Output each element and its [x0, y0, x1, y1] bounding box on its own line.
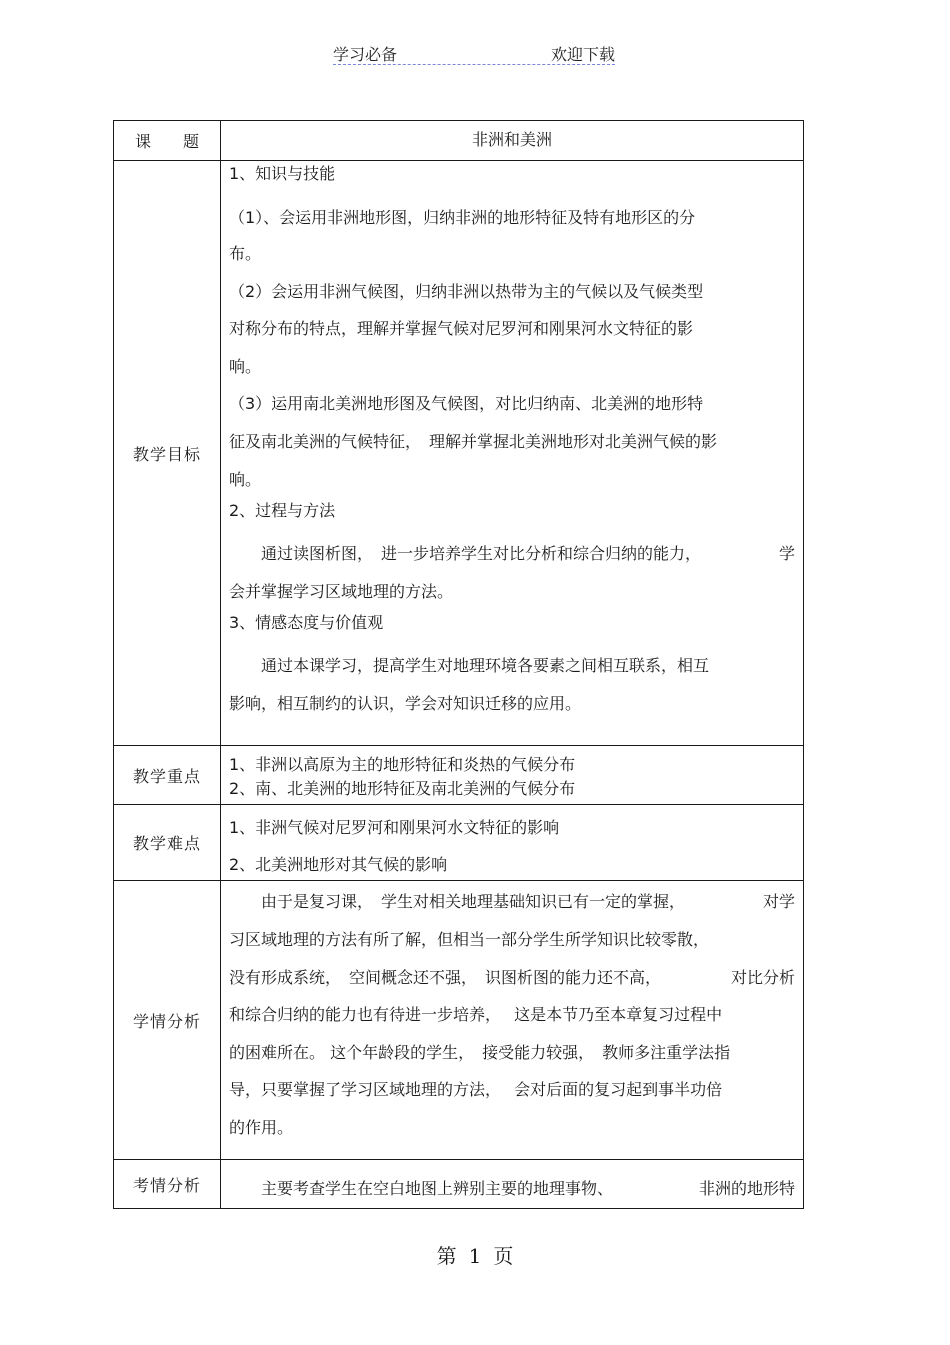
objectives-line: 通过本课学习，提高学生对地理环境各要素之间相互联系，相互	[229, 656, 710, 675]
students-analysis-line: 没有形成系统， 空间概念还不强， 识图析图的能力还不高，	[229, 968, 662, 987]
title-label-cell	[114, 121, 221, 161]
page-number-prefix: 第	[436, 1244, 457, 1268]
objectives-line: 2、过程与方法	[229, 501, 336, 520]
students-analysis-line: 的困难所在。 这个年龄段的学生， 接受能力较强， 教师多注重学法指	[229, 1043, 731, 1062]
objectives-row	[114, 161, 804, 746]
objectives-line: 响。	[229, 357, 262, 376]
page-header	[333, 42, 615, 65]
page-number-value: 1	[468, 1244, 482, 1268]
header-left-text: 学习必备	[333, 45, 398, 64]
exam-analysis-row	[114, 1160, 804, 1209]
title-value-cell	[221, 121, 804, 161]
key-point-line: 2、南、北美洲的地形特征及南北美洲的气候分布	[229, 779, 576, 798]
objectives-line: （3）运用南北美洲地形图及气候图，对比归纳南、北美洲的地形特	[229, 394, 704, 413]
page-number-suffix: 页	[493, 1244, 514, 1268]
students-analysis-line: 的作用。	[229, 1118, 294, 1137]
key-points-label-cell	[114, 746, 221, 805]
difficult-points-cell	[221, 805, 804, 881]
objectives-line: 会并掌握学习区域地理的方法。	[229, 582, 454, 601]
objectives-cell	[221, 161, 804, 746]
objectives-label-cell	[114, 161, 221, 746]
key-point-line: 1、非洲以高原为主的地形特征和炎热的气候分布	[229, 755, 576, 774]
objectives-label: 教学目标	[132, 444, 201, 464]
exam-analysis-label-cell	[114, 1160, 221, 1209]
objectives-line: 1、知识与技能	[229, 164, 336, 183]
students-analysis-line: 对比分析	[730, 968, 795, 987]
header-right-text: 欢迎下载	[550, 45, 615, 64]
exam-analysis-cell	[221, 1160, 804, 1209]
students-analysis-cell	[221, 881, 804, 1160]
title-label: 课 题	[134, 132, 199, 151]
lesson-plan-table	[113, 120, 804, 1209]
difficult-points-row	[114, 805, 804, 881]
objectives-line: 响。	[229, 470, 262, 489]
objectives-line: （2）会运用非洲气候图，归纳非洲以热带为主的气候以及气候类型	[229, 282, 704, 301]
objectives-line: 布。	[229, 244, 262, 263]
page-number	[0, 1240, 950, 1269]
exam-analysis-line: 非洲的地形特	[698, 1179, 795, 1198]
title-row	[114, 121, 804, 161]
students-analysis-label: 学情分析	[132, 1011, 201, 1031]
difficult-points-label-cell	[114, 805, 221, 881]
students-analysis-line: 导，只要掌握了学习区域地理的方法， 会对后面的复习起到事半功倍	[229, 1080, 723, 1099]
objectives-line: 通过读图析图， 进一步培养学生对比分析和综合归纳的能力，	[229, 544, 702, 563]
exam-analysis-label: 考情分析	[132, 1175, 201, 1195]
difficult-point-line: 2、北美洲地形对其气候的影响	[229, 855, 448, 874]
students-analysis-line: 由于是复习课， 学生对相关地理基础知识已有一定的掌握，	[229, 892, 686, 911]
key-points-label: 教学重点	[132, 766, 201, 786]
students-analysis-row	[114, 881, 804, 1160]
objectives-line: 影响，相互制约的认识，学会对知识迁移的应用。	[229, 694, 582, 713]
lesson-title: 非洲和美洲	[471, 130, 552, 149]
objectives-line: 学	[778, 544, 795, 563]
difficult-point-line: 1、非洲气候对尼罗河和刚果河水文特征的影响	[229, 818, 560, 837]
objectives-line: 征及南北美洲的气候特征， 理解并掌握北美洲地形对北美洲气候的影	[229, 432, 718, 451]
objectives-line: 3、情感态度与价值观	[229, 613, 384, 632]
difficult-points-label: 教学难点	[132, 834, 201, 853]
students-analysis-line: 习区域地理的方法有所了解，但相当一部分学生所学知识比较零散，	[229, 930, 710, 949]
objectives-line: 对称分布的特点，理解并掌握气候对尼罗河和刚果河水文特征的影	[229, 319, 694, 338]
objectives-line: （1）、会运用非洲地形图，归纳非洲的地形特征及特有地形区的分	[229, 208, 696, 227]
students-analysis-line: 和综合归纳的能力也有待进一步培养， 这是本节乃至本章复习过程中	[229, 1005, 723, 1024]
students-analysis-line: 对学	[762, 892, 795, 911]
exam-analysis-line: 主要考查学生在空白地图上辨别主要的地理事物、	[229, 1179, 614, 1198]
key-points-cell	[221, 746, 804, 805]
students-analysis-label-cell	[114, 881, 221, 1160]
key-points-row	[114, 746, 804, 805]
